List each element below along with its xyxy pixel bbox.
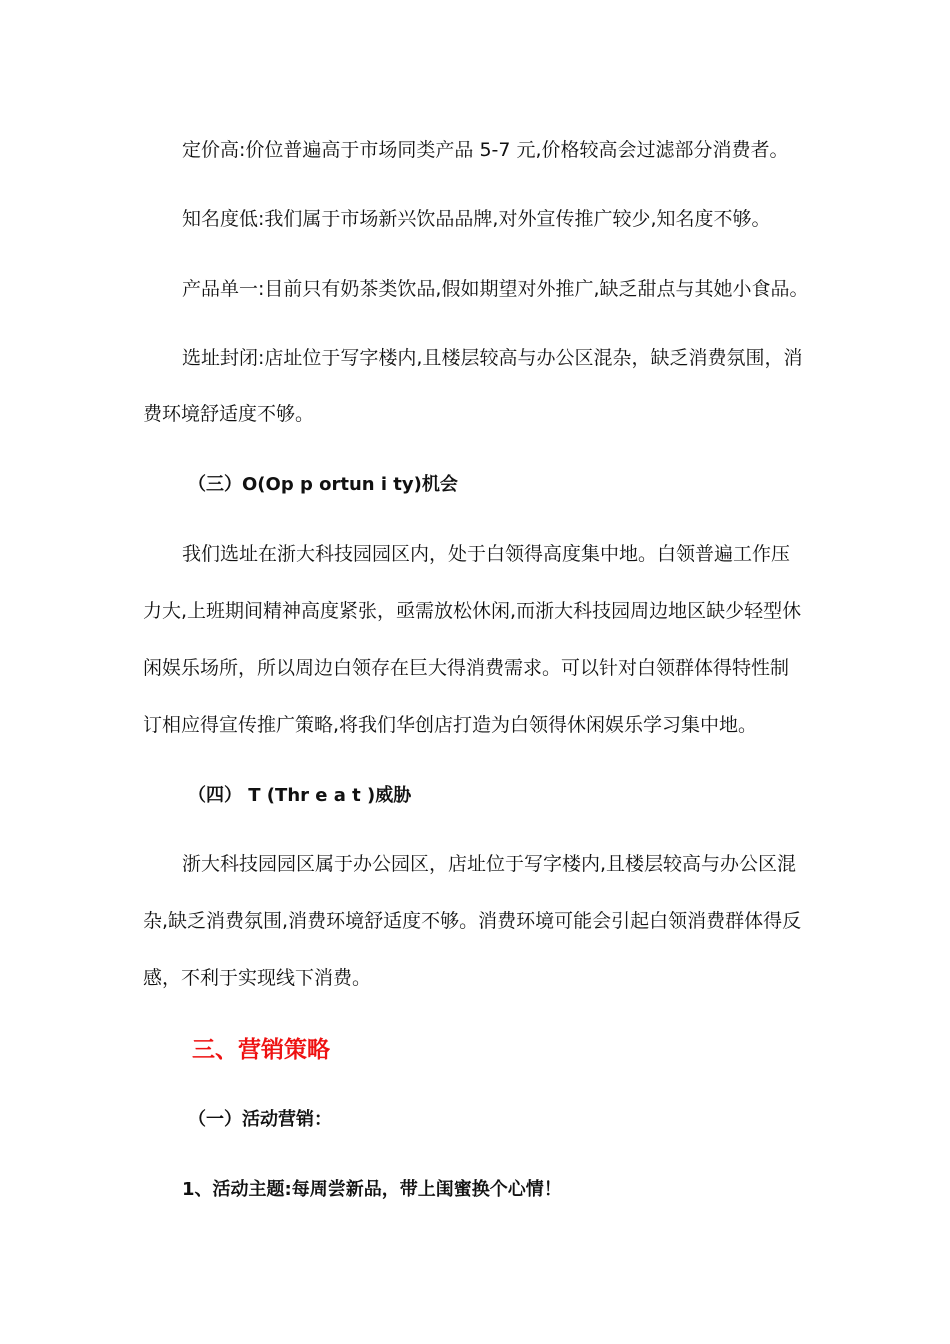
section-title-marketing: 三、营销策略 xyxy=(192,1037,330,1063)
weakness-pricing: 定价高:价位普遍高于市场同类产品 5-7 元,价格较高会过滤部分消费者。 xyxy=(182,139,789,161)
opportunity-line: 订相应得宣传推广策略,将我们华创店打造为白领得休闲娱乐学习集中地。 xyxy=(143,714,758,736)
subsection-activity-marketing: （一）活动营销： xyxy=(188,1109,332,1130)
opportunity-line: 力大,上班期间精神高度紧张，亟需放松休闲,而浙大科技园周边地区缺少轻型休 xyxy=(143,600,802,622)
activity-theme: 1、活动主题:每周尝新品，带上闺蜜换个心情！ xyxy=(182,1179,562,1200)
threat-heading: （四） T (Thr e a t )威胁 xyxy=(188,785,412,806)
weakness-product: 产品单一:目前只有奶茶类饮品,假如期望对外推广,缺乏甜点与其她小食品。 xyxy=(182,278,809,300)
threat-line: 浙大科技园园区属于办公园区，店址位于写字楼内,且楼层较高与办公区混 xyxy=(182,853,797,875)
opportunity-heading: （三）O(Op p ortun i ty)机会 xyxy=(188,474,458,495)
opportunity-line: 闲娱乐场所，所以周边白领存在巨大得消费需求。可以针对白领群体得特性制 xyxy=(143,657,790,679)
weakness-location-line2: 费环境舒适度不够。 xyxy=(143,403,315,425)
threat-line: 杂,缺乏消费氛围,消费环境舒适度不够。消费环境可能会引起白领消费群体得反 xyxy=(143,910,802,932)
opportunity-line: 我们选址在浙大科技园园区内，处于白领得高度集中地。白领普遍工作压 xyxy=(182,543,791,565)
weakness-location-line1: 选址封闭:店址位于写字楼内,且楼层较高与办公区混杂，缺乏消费氛围，消 xyxy=(182,347,803,369)
weakness-awareness: 知名度低:我们属于市场新兴饮品品牌,对外宣传推广较少,知名度不够。 xyxy=(182,208,771,230)
threat-line: 感，不利于实现线下消费。 xyxy=(143,967,372,989)
